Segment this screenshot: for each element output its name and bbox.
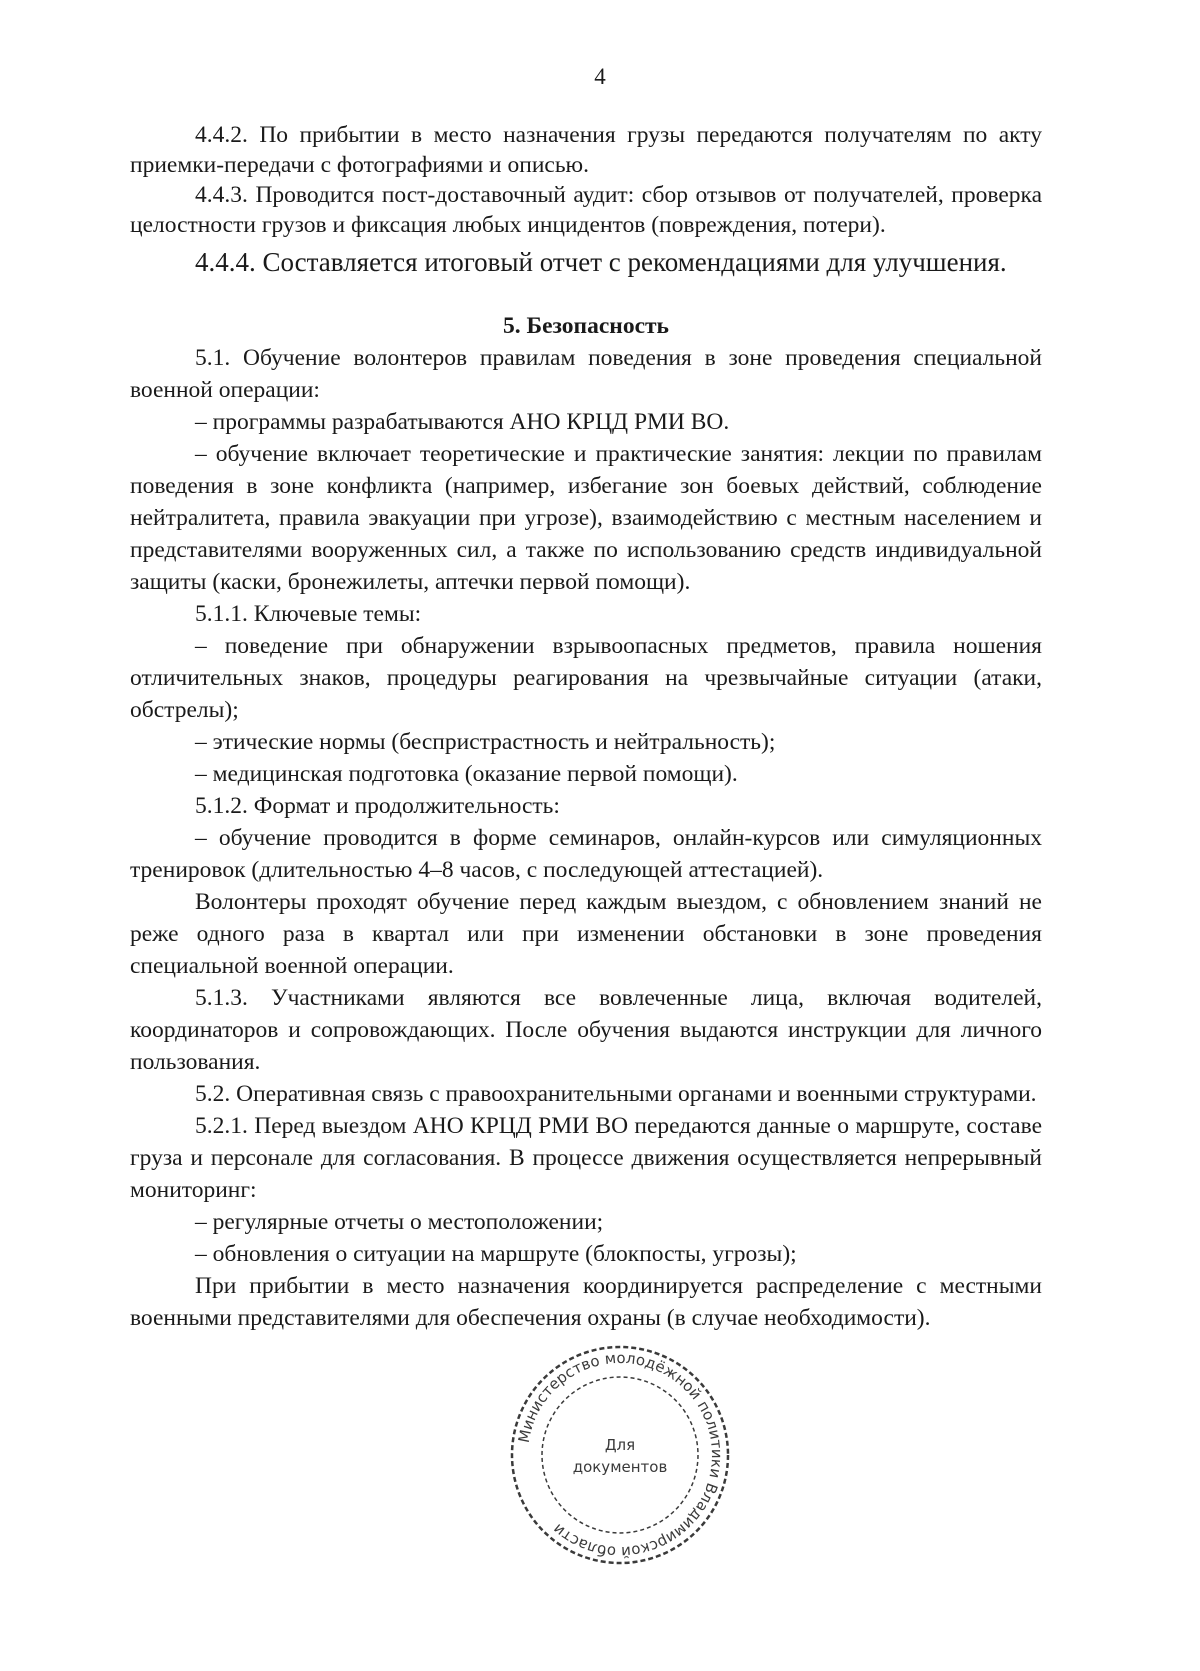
paragraph-5-1: 5.1. Обучение волонтеров правилам поведения в зоне проведения специальной военной операции: bbox=[130, 345, 1042, 403]
paragraph-5-1-2: 5.1.2. Формат и продолжительность: bbox=[195, 793, 560, 819]
stamp-center-line-1: Для bbox=[604, 1436, 636, 1454]
list-item-training: – обучение включает теоретические и практические занятия: лекции по правилам поведения в зоне конфликта (например, избегание зон боевых действий, соблюдение нейтралитета, правила эвакуации при угрозе), взаимодействию с местным населением и представителями вооруженных сил, а также по использованию средств индивидуальной защиты (каски, бронежилеты, аптечки первой помощи). bbox=[130, 441, 1042, 595]
list-item-behavior: – поведение при обнаружении взрывоопасных предметов, правила ношения отличительных знаков, процедуры реагирования на чрезвычайные ситуации (атаки, обстрелы); bbox=[130, 633, 1042, 723]
list-item-ethics: – этические нормы (беспристрастность и нейтральность); bbox=[195, 729, 776, 755]
paragraph-4-4-4: 4.4.4. Составляется итоговый отчет с рекомендациями для улучшения. bbox=[195, 247, 1007, 277]
paragraph-arrival: При прибытии в место назначения координируется распределение с местными военными представителями для обеспечения охраны (в случае необходимости). bbox=[130, 1273, 1042, 1331]
paragraph-5-1-3: 5.1.3. Участниками являются все вовлеченные лица, включая водителей, координаторов и сопровождающих. После обучения выдаются инструкции для личного пользования. bbox=[130, 985, 1042, 1075]
seal-stamp bbox=[505, 1340, 735, 1570]
stamp-outer-ring bbox=[512, 1347, 728, 1563]
list-item-programs: – программы разрабатываются АНО КРЦД РМИ ВО. bbox=[195, 409, 730, 435]
document-body bbox=[130, 120, 1042, 1334]
stamp-ring-text: Министерство молодёжной политики Владимирской области bbox=[514, 1348, 727, 1562]
stamp-inner-ring bbox=[542, 1377, 698, 1533]
paragraph-5-1-1: 5.1.1. Ключевые темы: bbox=[195, 601, 422, 627]
list-item-medical: – медицинская подготовка (оказание первой помощи). bbox=[195, 761, 738, 787]
paragraph-5-2: 5.2. Оперативная связь с правоохранительными органами и военными структурами. bbox=[195, 1081, 1037, 1107]
list-item-updates: – обновления о ситуации на маршруте (блокпосты, угрозы); bbox=[195, 1241, 797, 1267]
list-item-format: – обучение проводится в форме семинаров, онлайн-курсов или симуляционных тренировок (длительностью 4–8 часов, с последующей аттестацией). bbox=[130, 825, 1042, 883]
page-number: 4 bbox=[594, 64, 606, 89]
paragraph-4-4-2: 4.4.2. По прибытии в место назначения грузы передаются получателям по акту приемки-передачи с фотографиями и описью. bbox=[130, 122, 1042, 178]
paragraph-5-2-1: 5.2.1. Перед выездом АНО КРЦД РМИ ВО передаются данные о маршруте, составе груза и персонале для согласования. В процессе движения осуществляется непрерывный мониторинг: bbox=[130, 1113, 1042, 1203]
paragraph-volunteers: Волонтеры проходят обучение перед каждым выездом, с обновлением знаний не реже одного раза в квартал или при изменении обстановки в зоне проведения специальной военной операции. bbox=[130, 889, 1042, 979]
stamp-center-line-2: документов bbox=[572, 1458, 668, 1476]
paragraph-4-4-3: 4.4.3. Проводится пост-доставочный аудит: сбор отзывов от получателей, проверка целостности грузов и фиксация любых инцидентов (повреждения, потери). bbox=[130, 182, 1042, 238]
section-heading-security: 5. Безопасность bbox=[503, 313, 669, 339]
list-item-reports: – регулярные отчеты о местоположении; bbox=[195, 1209, 604, 1235]
